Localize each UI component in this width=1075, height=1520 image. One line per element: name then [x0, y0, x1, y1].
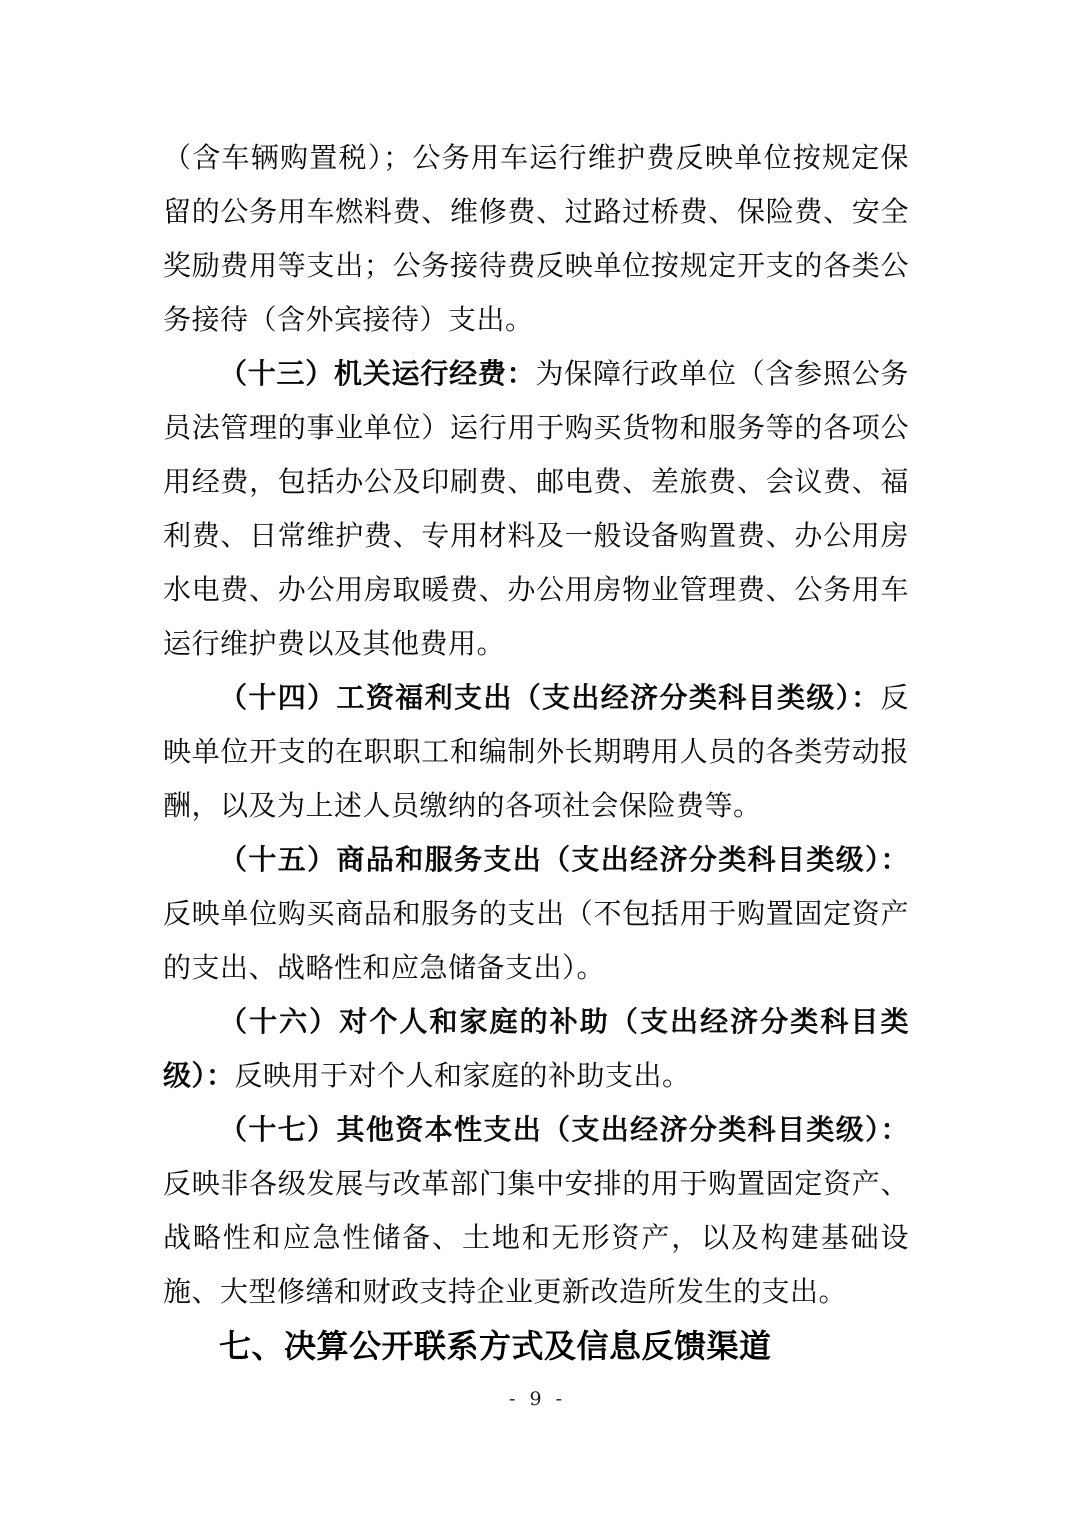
paragraph [163, 995, 909, 1103]
text-run: 反映单位购买商品和服务的支出（不包括用于购置固定资产的支出、战略性和应急储备支出）。 [163, 897, 909, 984]
section-heading [163, 1319, 909, 1373]
bold-run: （十三）机关运行经费： [219, 357, 536, 390]
bold-run: 七、决算公开联系方式及信息反馈渠道 [219, 1327, 772, 1365]
bold-run: （十七）其他资本性支出（支出经济分类科目类级）： [219, 1113, 909, 1146]
text-run: （含车辆购置税）；公务用车运行维护费反映单位按规定保留的公务用车燃料费、维修费、过路过桥费、保险费、安全奖励费用等支出；公务接待费反映单位按规定开支的各类公务接待（含外宾接待）支出。 [163, 141, 909, 336]
bold-run: （十六）对个人和家庭的补助（支出经济分类科目类级）： [163, 1005, 909, 1092]
page-footer [0, 1388, 1075, 1410]
text-run: 反映用于对个人和家庭的补助支出。 [234, 1059, 691, 1092]
text-run: 反映单位开支的在职职工和编制外长期聘用人员的各类劳动报酬，以及为上述人员缴纳的各项社会保险费等。 [163, 681, 909, 822]
paragraph [163, 671, 909, 833]
paragraph [163, 833, 909, 995]
document-body [163, 131, 909, 1373]
text-run: 反映非各级发展与改革部门集中安排的用于购置固定资产、战略性和应急性储备、土地和无形资产，以及构建基础设施、大型修缮和财政支持企业更新改造所发生的支出。 [163, 1167, 909, 1308]
paragraph [163, 131, 909, 347]
text-run: 为保障行政单位（含参照公务员法管理的事业单位）运行用于购买货物和服务等的各项公用经费，包括办公及印刷费、邮电费、差旅费、会议费、福利费、日常维护费、专用材料及一般设备购置费、办公用房水电费、办公用房取暖费、办公用房物业管理费、公务用车运行维护费以及其他费用。 [163, 357, 909, 660]
bold-run: （十五）商品和服务支出（支出经济分类科目类级）： [219, 843, 909, 876]
paragraph [163, 347, 909, 671]
paragraph [163, 1103, 909, 1319]
bold-run: （十四）工资福利支出（支出经济分类科目类级）： [219, 681, 881, 714]
page-number: - 9 - [508, 1388, 566, 1410]
paragraph-list [163, 131, 909, 1373]
